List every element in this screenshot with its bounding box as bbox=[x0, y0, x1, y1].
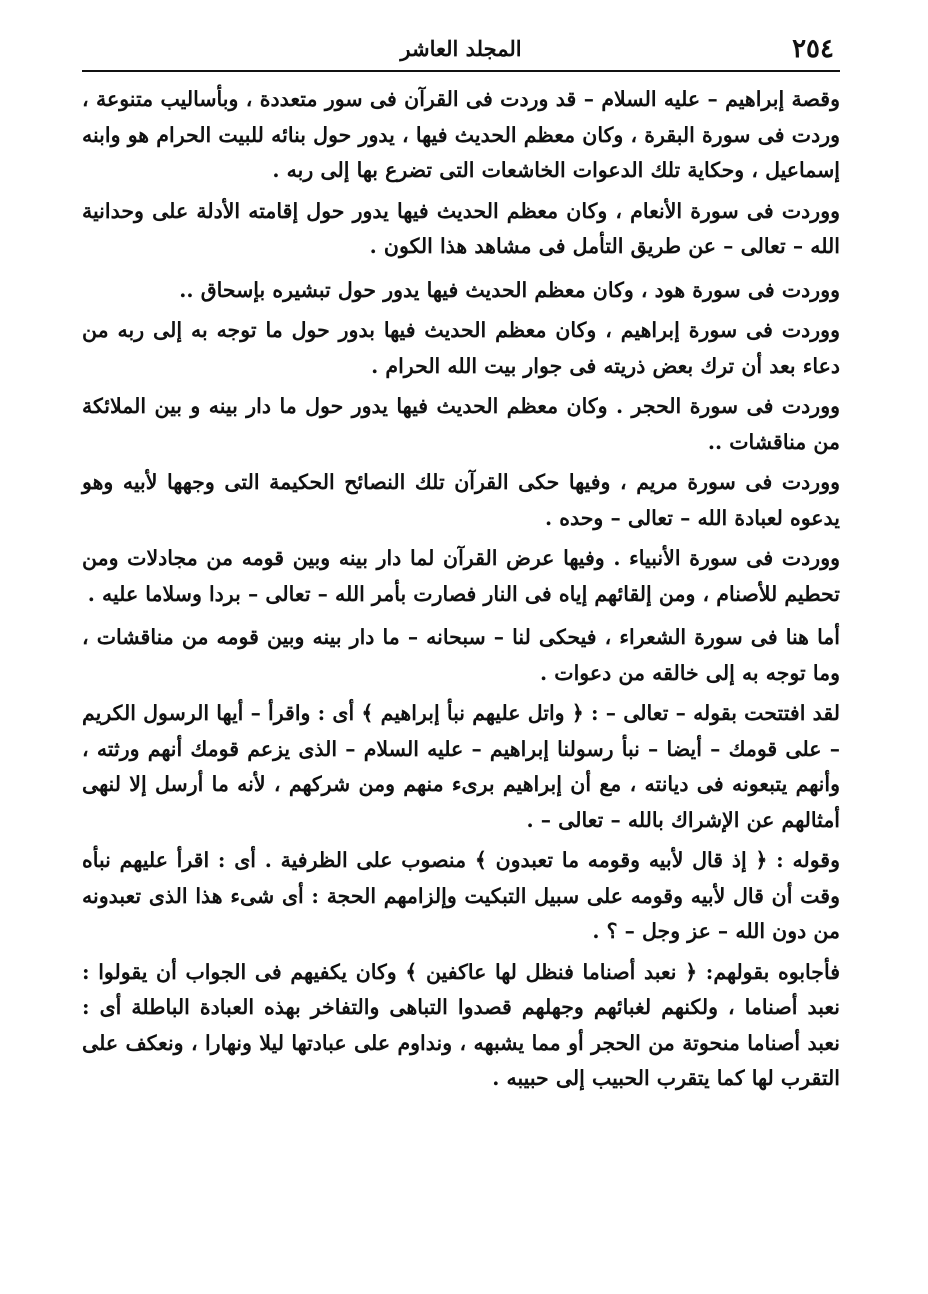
paragraph: أما هنا فى سورة الشعراء ، فيحكى لنا – سبحانه – ما دار بينه وبين قومه من مناقشات ، وما توجه به إلى خالقه من دعوات . bbox=[82, 625, 840, 685]
header-rule bbox=[82, 70, 840, 72]
page-number: ٢٥٤ bbox=[792, 34, 834, 64]
page-header bbox=[82, 28, 840, 68]
paragraph: وقوله : ﴿ إذ قال لأبيه وقومه ما تعبدون ﴾ منصوب على الظرفية . أى : اقرأ عليهم نبأه وقت أن قال لأبيه وقومه على سبيل التبكيت وإلزامهم الحجة : أى شىء هذا الذى تعبدونه من دون الله – عز وجل – ؟ . bbox=[82, 848, 840, 943]
paragraph: ووردت فى سورة الأنعام ، وكان معظم الحديث فيها يدور حول إقامته الأدلة على وحدانية الله – تعالى – عن طريق التأمل فى مشاهد هذا الكون . bbox=[82, 198, 840, 258]
paragraph: ووردت فى سورة هود ، وكان معظم الحديث فيها يدور حول تبشيره بإسحاق .. bbox=[179, 277, 840, 302]
paragraph: ووردت فى سورة الأنبياء . وفيها عرض القرآن لما دار بينه وبين قومه من مجادلات ومن تحطيم للأصنام ، ومن إلقائهم إياه فى النار فصارت بأمر الله – تعالى – بردا وسلاما عليه . bbox=[82, 546, 840, 606]
paragraph: فأجابوه بقولهم: ﴿ نعبد أصناما فنظل لها عاكفين ﴾ وكان يكفيهم فى الجواب أن يقولوا : نعبد أصناما ، ولكنهم لغبائهم وجهلهم قصدوا التباهى والتفاخر بهذه العبادة الباطلة أى : نعبد أصناما منحوتة من الحجر أو مما يشبهه ، ونداوم على عبادتها ليلا ونهارا ، ونعكف على التقرب لها كما يتقرب الحبيب إلى حبيبه . bbox=[82, 959, 840, 1090]
page-body bbox=[82, 82, 840, 1102]
running-title: المجلد العاشر bbox=[400, 36, 522, 61]
paragraph: ووردت فى سورة مريم ، وفيها حكى القرآن تلك النصائح الحكيمة التى وجهها لأبيه وهو يدعوه لعبادة الله – تعالى – وحده . bbox=[82, 470, 840, 530]
paragraph: وقصة إبراهيم – عليه السلام – قد وردت فى القرآن فى سور متعددة ، وبأساليب متنوعة ، وردت فى سورة البقرة ، وكان معظم الحديث فيها ، يدور حول بنائه للبيت الحرام هو وابنه إسماعيل ، وحكاية تلك الدعوات الخاشعات التى تضرع بها إلى ربه . bbox=[82, 87, 840, 182]
paragraph: لقد افتتحت بقوله – تعالى – : ﴿ واتل عليهم نبأ إبراهيم ﴾ أى : واقرأ – أيها الرسول الكريم – على قومك – أيضا – نبأ رسولنا إبراهيم – عليه السلام – الذى يزعم قومك أنهم ورثته ، وأنهم يتبعونه فى ديانته ، مع أن إبراهيم برىء منهم ومن شركهم ، لأنه ما أرسل إلا لنهى أمثالهم عن الإشراك بالله – تعالى – . bbox=[82, 701, 840, 832]
paragraph: ووردت فى سورة الحجر . وكان معظم الحديث فيها يدور حول ما دار بينه و بين الملائكة من مناقشات .. bbox=[82, 394, 840, 454]
paragraph: ووردت فى سورة إبراهيم ، وكان معظم الحديث فيها بدور حول ما توجه به إلى ربه من دعاء بعد أن ترك بعض ذريته فى جوار بيت الله الحرام . bbox=[82, 318, 840, 378]
